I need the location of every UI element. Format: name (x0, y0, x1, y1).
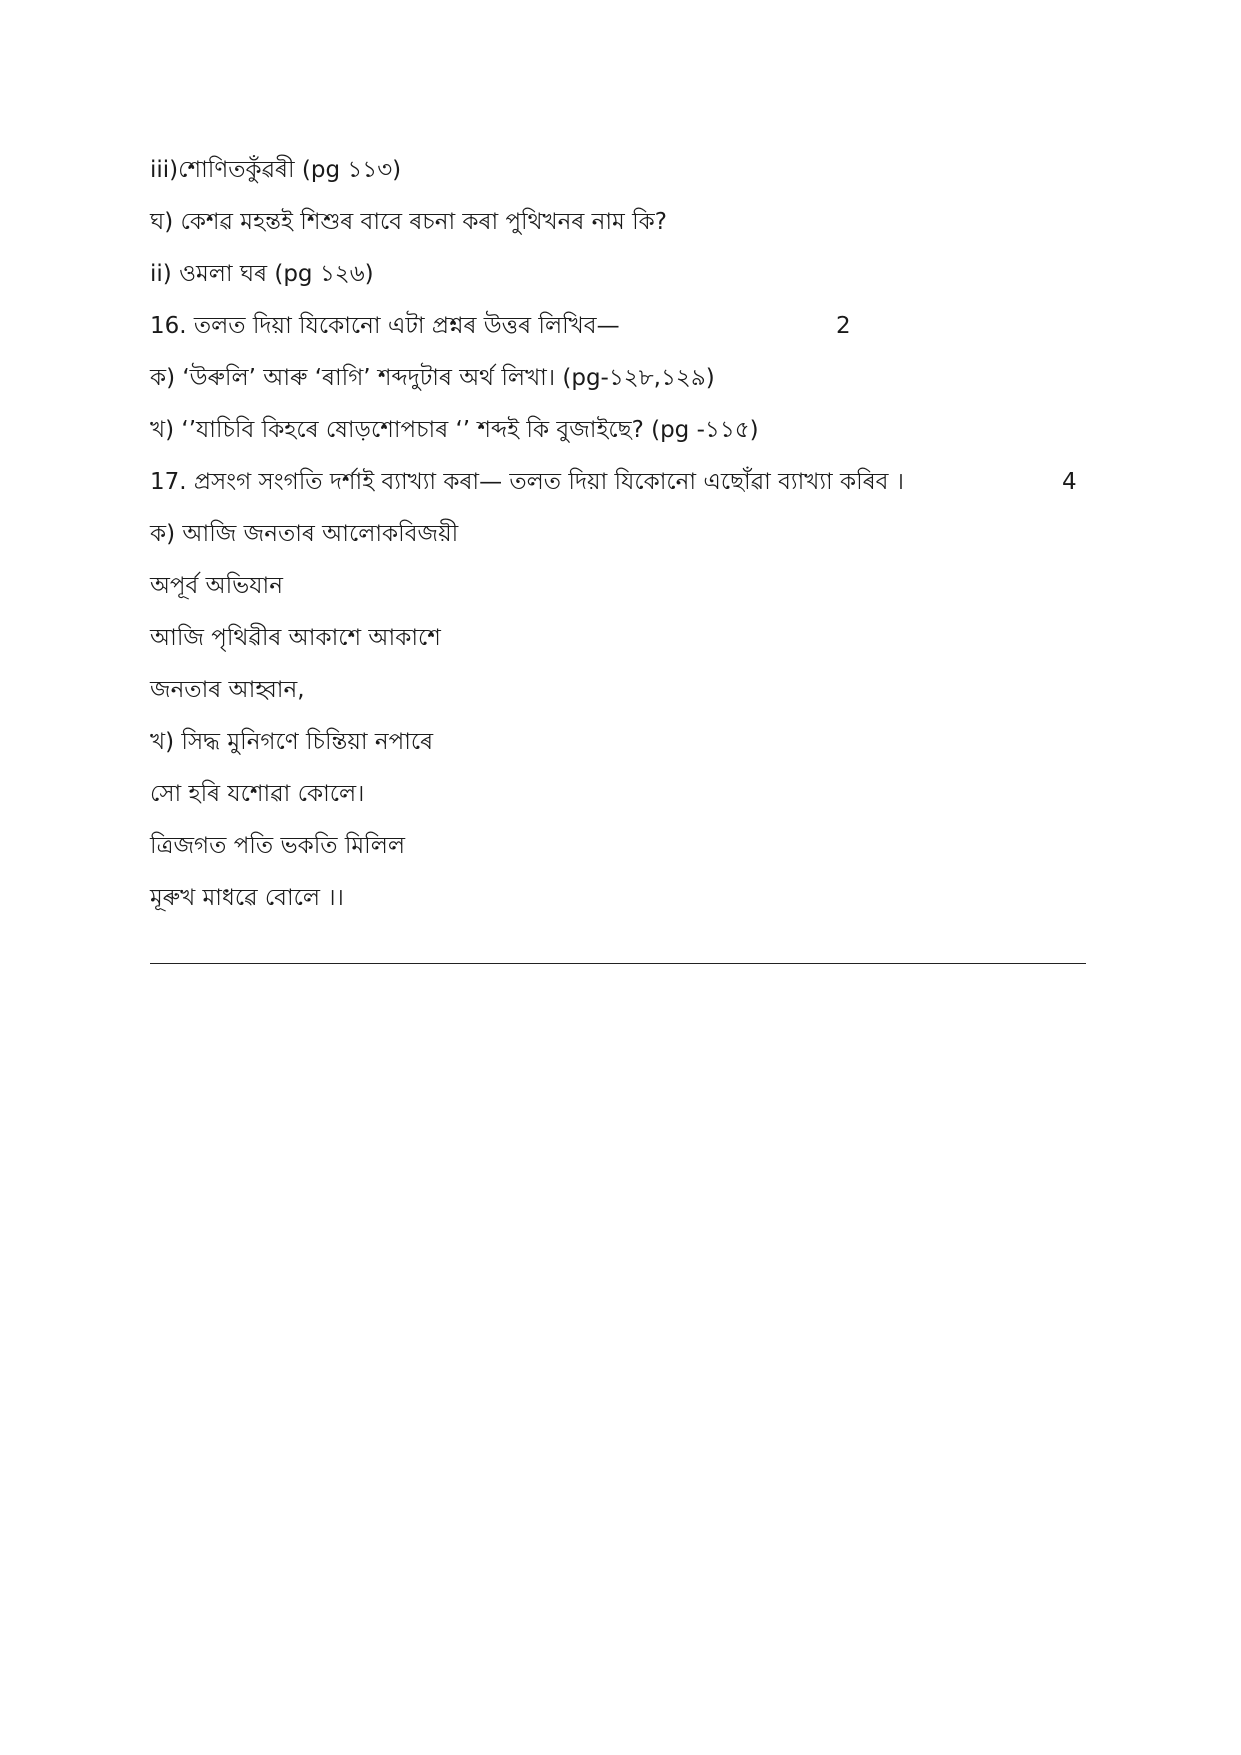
question-16-marks: 2 (836, 313, 851, 339)
verse-ka-line-1: ক) আজি জনতাৰ আলোকবিজয়ী (150, 521, 459, 547)
verse-kha-line-1: খ) সিদ্ধ মুনিগণে চিন্তিয়া নপাৰে (150, 729, 434, 755)
question-16-ka: ক) ‘উৰুলি’ আৰু ‘ৰাগি’ শব্দদুটাৰ অৰ্থ লিখা। (pg-১২৮,১২৯) (150, 365, 715, 391)
verse-kha-line-4: মূৰুখ মাধৱে বোলে ।। (150, 885, 344, 911)
answer-line-ii: ii) ওমলা ঘৰ (pg ১২৬) (150, 261, 374, 287)
verse-ka-line-2: অপূৰ্ব অভিযান (150, 573, 283, 599)
verse-ka-line-3: আজি পৃথিৱীৰ আকাশে আকাশে (150, 625, 441, 651)
verse-ka-line-4: জনতাৰ আহ্বান, (150, 677, 305, 703)
question-gha: ঘ) কেশৱ মহন্তই শিশুৰ বাবে ৰচনা কৰা পুথিখনৰ নাম কি? (150, 209, 667, 235)
end-divider-line (150, 963, 1086, 964)
question-17-heading: 17. প্ৰসংগ সংগতি দৰ্শাই ব্যাখ্যা কৰা— তলত দিয়া যিকোনো এছোঁৱা ব্যাখ্যা কৰিব । (150, 469, 904, 495)
question-16-kha: খ) ‘’যাচিবি কিহৰে ষোড়শোপচাৰ ‘’ শব্দই কি বুজাইছে? (pg -১১৫) (150, 417, 759, 443)
verse-kha-line-2: সো হৰি যশোৱা কোলে। (150, 781, 365, 807)
verse-kha-line-3: ত্ৰিজগত পতি ভকতি মিলিল (150, 833, 406, 859)
answer-line-iii: iii)শোণিতকুঁৱৰী (pg ১১৩) (150, 157, 402, 183)
question-17-marks: 4 (1062, 469, 1077, 495)
question-16-heading: 16. তলত দিয়া যিকোনো এটা প্ৰশ্নৰ উত্তৰ লিখিব— (150, 313, 620, 339)
